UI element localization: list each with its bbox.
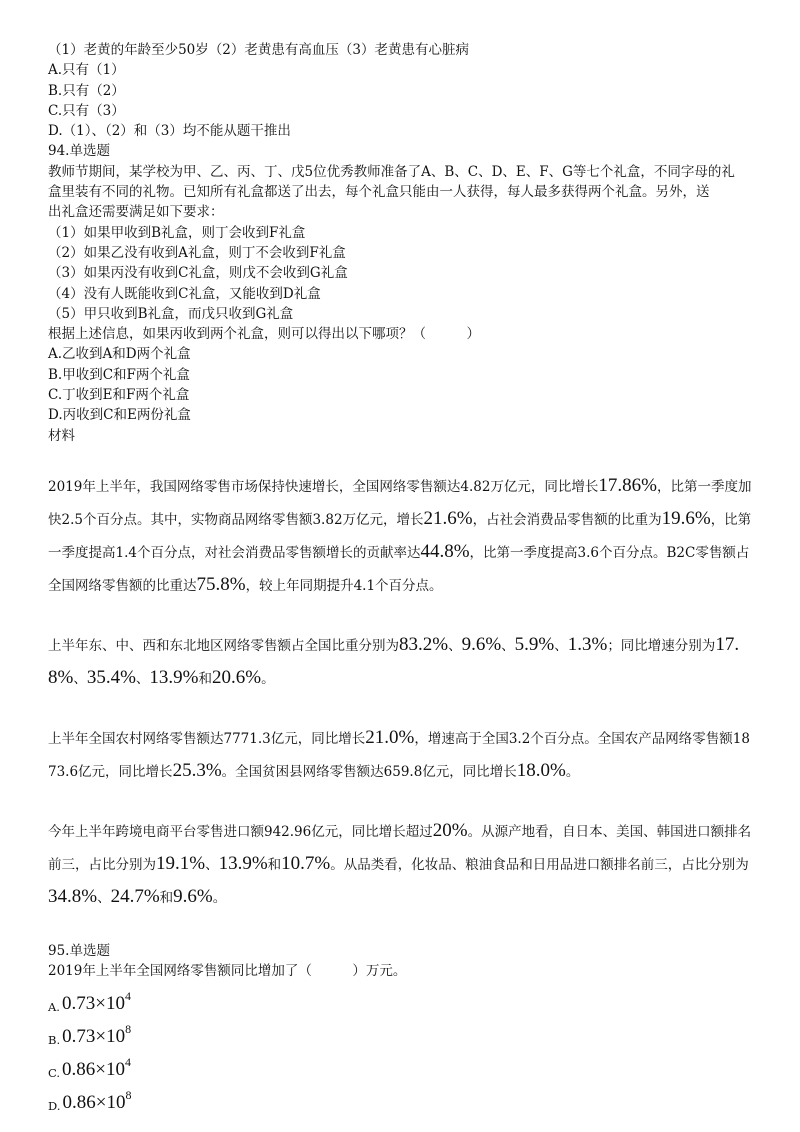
q94-stem-line-1: 教师节期间，某学校为甲、乙、丙、丁、戊5位优秀教师准备了A、B、C、D、E、F、G等七个礼盒，不同字母的礼 bbox=[48, 163, 735, 180]
material-paragraph-3: 上半年全国农村网络零售额达7771.3亿元，同比增长21.0%，增速高于全国3.2个百分点。全国农产品网络零售额1873.6亿元，同比增长25.3%。全国贫困县网络零售额达659.8亿元，同比增长18.0%。 bbox=[48, 726, 750, 781]
q95-option-a: A. $0.73\times 10^4$ bbox=[48, 988, 131, 1014]
q94-option-c: C.丁收到E和F两个礼盒 bbox=[48, 387, 190, 404]
q94-option-b: B.甲收到C和F两个礼盒 bbox=[48, 366, 190, 383]
q95-question: 2019年上半年全国网络零售额同比增加了（ ）万元。 bbox=[48, 963, 407, 980]
q93-option-a: A.只有（1） bbox=[48, 62, 125, 79]
q93-statements: （1）老黄的年龄至少50岁（2）老黄患有高血压（3）老黄患有心脏病 bbox=[48, 42, 469, 58]
q93-option-b: B.只有（2） bbox=[48, 82, 125, 99]
material-paragraph-1: 2019年上半年，我国网络零售市场保持快速增长，全国网络零售额达4.82万亿元，同比增长17.86%，比第一季度加快2.5个百分点。其中，实物商品网络零售额3.82万亿元，增长21.6%，占社会消费品零售额的比重为19.6%，比第一季度提高1.4个百分点，对社会消费品零售额增长的贡献率达44.8%，比第一季度提高3.6个百分点。B2C零售额占全国网络零售额的比重达75.8%，较上年同期提升4.1个百分点。 bbox=[48, 474, 752, 595]
q94-header: 94.单选题 bbox=[48, 143, 110, 160]
exam-page bbox=[48, 40, 758, 1114]
q93-option-d: D.（1）、（2）和（3）均不能从题干推出 bbox=[48, 123, 291, 140]
q94-option-a: A.乙收到A和D两个礼盒 bbox=[48, 346, 191, 363]
q94-question: 根据上述信息，如果丙收到两个礼盒，则可以得出以下哪项？（ ） bbox=[48, 326, 480, 343]
q95-option-b: B. $0.73\times 10^8$ bbox=[48, 1021, 132, 1047]
q95-header: 95.单选题 bbox=[48, 942, 110, 959]
q94-stem-line-2: 盒里装有不同的礼物。已知所有礼盒都送了出去，每个礼盒只能由一人获得，每人最多获得两个礼盒。另外，送 bbox=[48, 184, 710, 201]
q94-condition-4: （4）没有人既能收到C礼盒，又能收到D礼盒 bbox=[48, 285, 321, 302]
q94-condition-5: （5）甲只收到B礼盒，而戊只收到G礼盒 bbox=[48, 305, 294, 322]
q95-option-d: D. $0.86\times 10^8$ bbox=[48, 1087, 132, 1113]
q94-condition-1: （1）如果甲收到B礼盒，则丁会收到F礼盒 bbox=[48, 224, 306, 241]
q94-option-d: D.丙收到C和E两份礼盒 bbox=[48, 407, 191, 424]
material-paragraph-2: 上半年东、中、西和东北地区网络零售额占全国比重分别为83.2%、9.6%、5.9%、1.3%；同比增速分别为17.8%、35.4%、13.9%和20.6%。 bbox=[48, 633, 740, 688]
q94-condition-3: （3）如果丙没有收到C礼盒，则戊不会收到G礼盒 bbox=[48, 265, 348, 282]
material-paragraph-4: 今年上半年跨境电商平台零售进口额942.96亿元，同比增长超过20%。从源产地看，自日本、美国、韩国进口额排名前三，占比分别为19.1%、13.9%和10.7%。从品类看，化妆品、粮油食品和日用品进口额排名前三，占比分别为34.8%、24.7%和9.6%。 bbox=[48, 819, 752, 907]
q93-option-c: C.只有（3） bbox=[48, 102, 125, 119]
q95-option-c: C. $0.86\times 10^4$ bbox=[48, 1054, 132, 1080]
q94-condition-2: （2）如果乙没有收到A礼盒，则丁不会收到F礼盒 bbox=[48, 244, 346, 261]
material-label: 材料 bbox=[48, 427, 75, 444]
q94-stem-line-3: 出礼盒还需要满足如下要求： bbox=[48, 204, 224, 221]
